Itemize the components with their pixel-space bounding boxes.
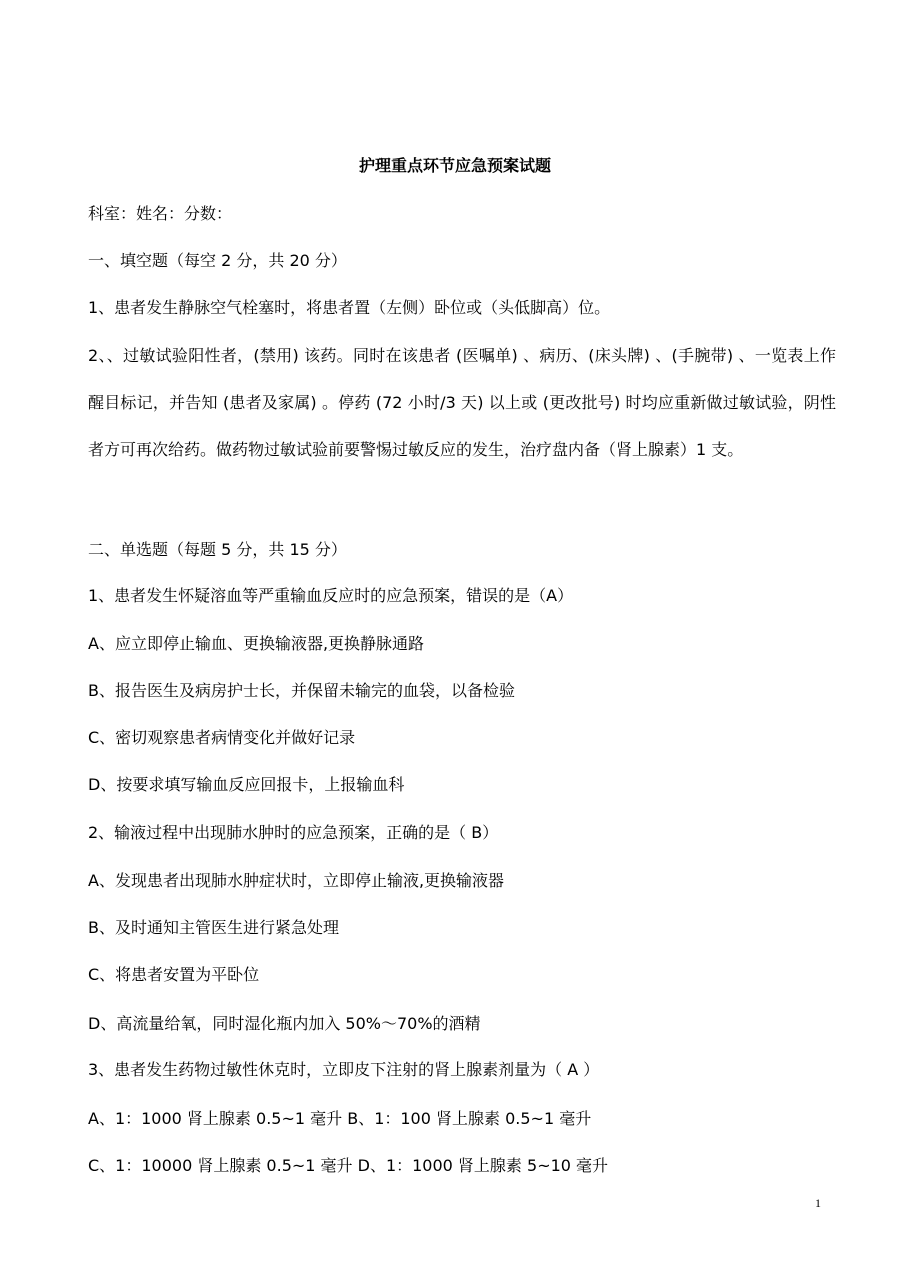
document-title: 护理重点环节应急预案试题 — [358, 156, 551, 175]
choice-question-3-options-cd: C、1：10000 肾上腺素 0.5~1 毫升 D、1：1000 肾上腺素 5~10 毫升 — [88, 1156, 609, 1175]
choice-question-1-option-a: A、应立即停止输血、更换输液器,更换静脉通路 — [88, 634, 425, 653]
section2-heading: 二、单选题（每题 5 分，共 15 分） — [88, 540, 347, 559]
fill-blank-question-2: 2、、过敏试验阳性者，(禁用) 该药。同时在该患者 (医嘱单) 、病历、(床头牌) 、(手腕带) 、一览表上作醒目标记，并告知 (患者及家属) 。停药 (72 小时/3 天) 以上或 (更改批号) 时均应重新做过敏试验，阴性者方可再次给药。做药物过敏试验前要警惕过敏反应的发生，治疗盘内备（肾上腺素）1 支。 — [88, 346, 836, 459]
choice-question-1-option-c: C、密切观察患者病情变化并做好记录 — [88, 728, 356, 747]
choice-question-1-stem: 1、患者发生怀疑溶血等严重输血反应时的应急预案，错误的是（A） — [88, 586, 574, 605]
section1-heading: 一、填空题（每空 2 分，共 20 分） — [88, 251, 347, 270]
choice-question-2-stem: 2、输液过程中出现肺水肿时的应急预案，正确的是（ B） — [88, 823, 499, 842]
fill-blank-question-1: 1、患者发生静脉空气栓塞时，将患者置（左侧）卧位或（头低脚高）位。 — [88, 298, 611, 317]
choice-question-2-option-b: B、及时通知主管医生进行紧急处理 — [88, 918, 339, 937]
choice-question-2-option-a: A、发现患者出现肺水肿症状时，立即停止输液,更换输液器 — [88, 871, 505, 890]
choice-question-1-option-b: B、报告医生及病房护士长，并保留未输完的血袋，以备检验 — [88, 681, 515, 700]
header-fields: 科室：姓名：分数： — [88, 204, 233, 223]
choice-question-3-stem: 3、患者发生药物过敏性休克时，立即皮下注射的肾上腺素剂量为（ A ） — [88, 1060, 600, 1079]
choice-question-3-options-ab: A、1：1000 肾上腺素 0.5~1 毫升 B、1：100 肾上腺素 0.5~1 毫升 — [88, 1109, 592, 1128]
page-number: 1 — [815, 1196, 821, 1210]
choice-question-1-option-d: D、按要求填写输血反应回报卡，上报输血科 — [88, 775, 405, 794]
choice-question-2-option-d: D、高流量给氧，同时湿化瓶内加入 50%～70%的酒精 — [88, 1014, 481, 1033]
choice-question-2-option-c: C、将患者安置为平卧位 — [88, 965, 260, 984]
